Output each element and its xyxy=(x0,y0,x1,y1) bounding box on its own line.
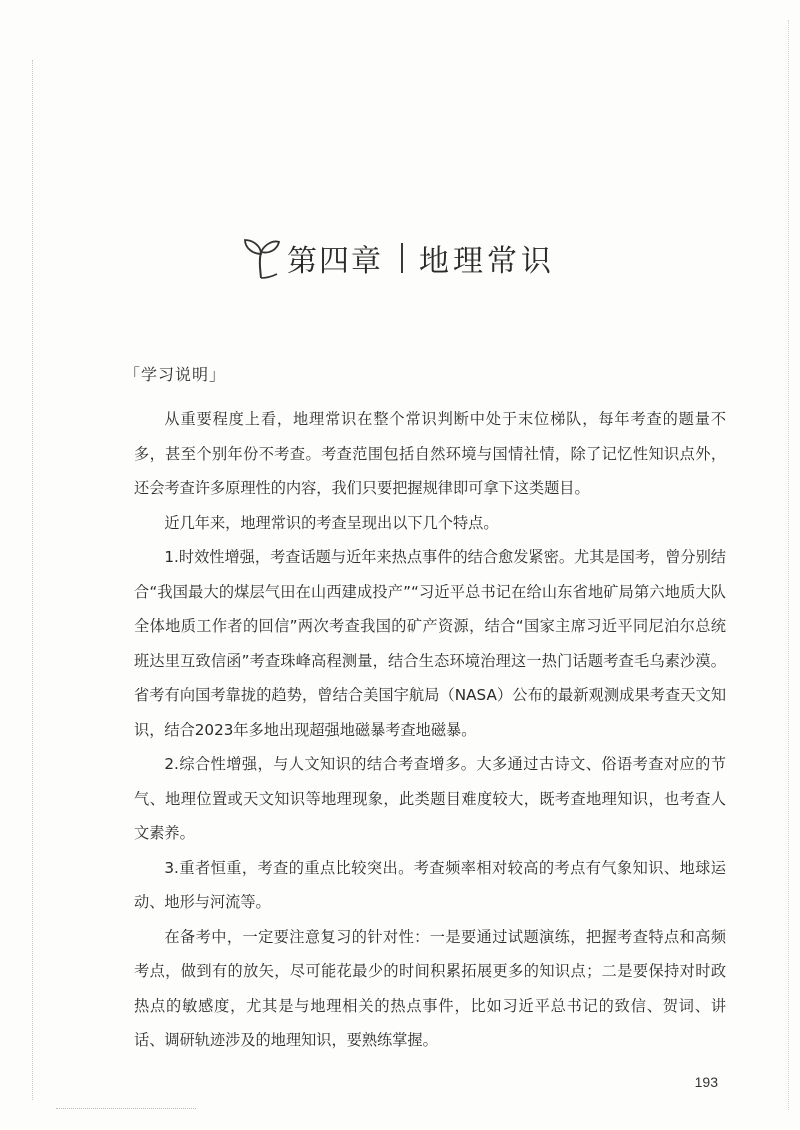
chapter-divider xyxy=(401,243,403,273)
paragraph: 2.综合性增强，与人文知识的结合考查增多。大多通过古诗文、俗语考查对应的节气、地理位置或天文知识等地理现象，此类题目难度较大，既考查地理知识，也考查人文素养。 xyxy=(134,755,726,842)
paragraph: 近几年来，地理常识的考查呈现出以下几个特点。 xyxy=(164,513,499,532)
paragraph: 3.重者恒重，考查的重点比较突出。考查频率相对较高的考点有气象知识、地球运动、地形与河流等。 xyxy=(134,858,726,911)
paragraph: 从重要程度上看，地理常识在整个常识判断中处于末位梯队，每年考查的题量不多，甚至个别年份不考查。考查范围包括自然环境与国情社情，除了记忆性知识点外，还会考查许多原理性的内容，我们只要把握规律即可拿下这类题目。 xyxy=(134,410,726,497)
binding-edge xyxy=(32,60,34,1100)
chapter-title: 地理常识 xyxy=(419,244,555,279)
paragraph: 1.时效性增强，考查话题与近年来热点事件的结合愈发紧密。尤其是国考，曾分别结合“我国最大的煤层气田在山西建成投产”“习近平总书记在给山东省地矿局第六地质大队全体地质工作者的回信”两次考查我国的矿产资源，结合“国家主席习近平同尼泊尔总统班达里互致信函”考查珠峰高程测量，结合生态环境治理这一热门话题考查毛乌素沙漠。省考有向国考靠拢的趋势，曾结合美国宇航局（NASA）公布的最新观测成果考查天文知识，结合2023年多地出现超强地磁暴考查地磁暴。 xyxy=(134,548,726,739)
sprout-icon xyxy=(235,234,287,282)
page-edge xyxy=(788,20,790,1110)
chapter-heading xyxy=(235,228,595,288)
footer-divider xyxy=(56,1108,196,1109)
page-number: 193 xyxy=(694,1074,718,1090)
body-text xyxy=(134,402,726,1058)
section-label: 「学习说明」 xyxy=(124,365,227,384)
paragraph: 在备考中，一定要注意复习的针对性：一是要通过试题演练，把握考查特点和高频考点，做到有的放矢，尽可能花最少的时间积累拓展更多的知识点；二是要保持对时政热点的敏感度，尤其是与地理相关的热点事件，比如习近平总书记的致信、贺词、讲话、调研轨迹涉及的地理知识，要熟练掌握。 xyxy=(134,927,726,1049)
chapter-number: 第四章 xyxy=(287,244,383,279)
